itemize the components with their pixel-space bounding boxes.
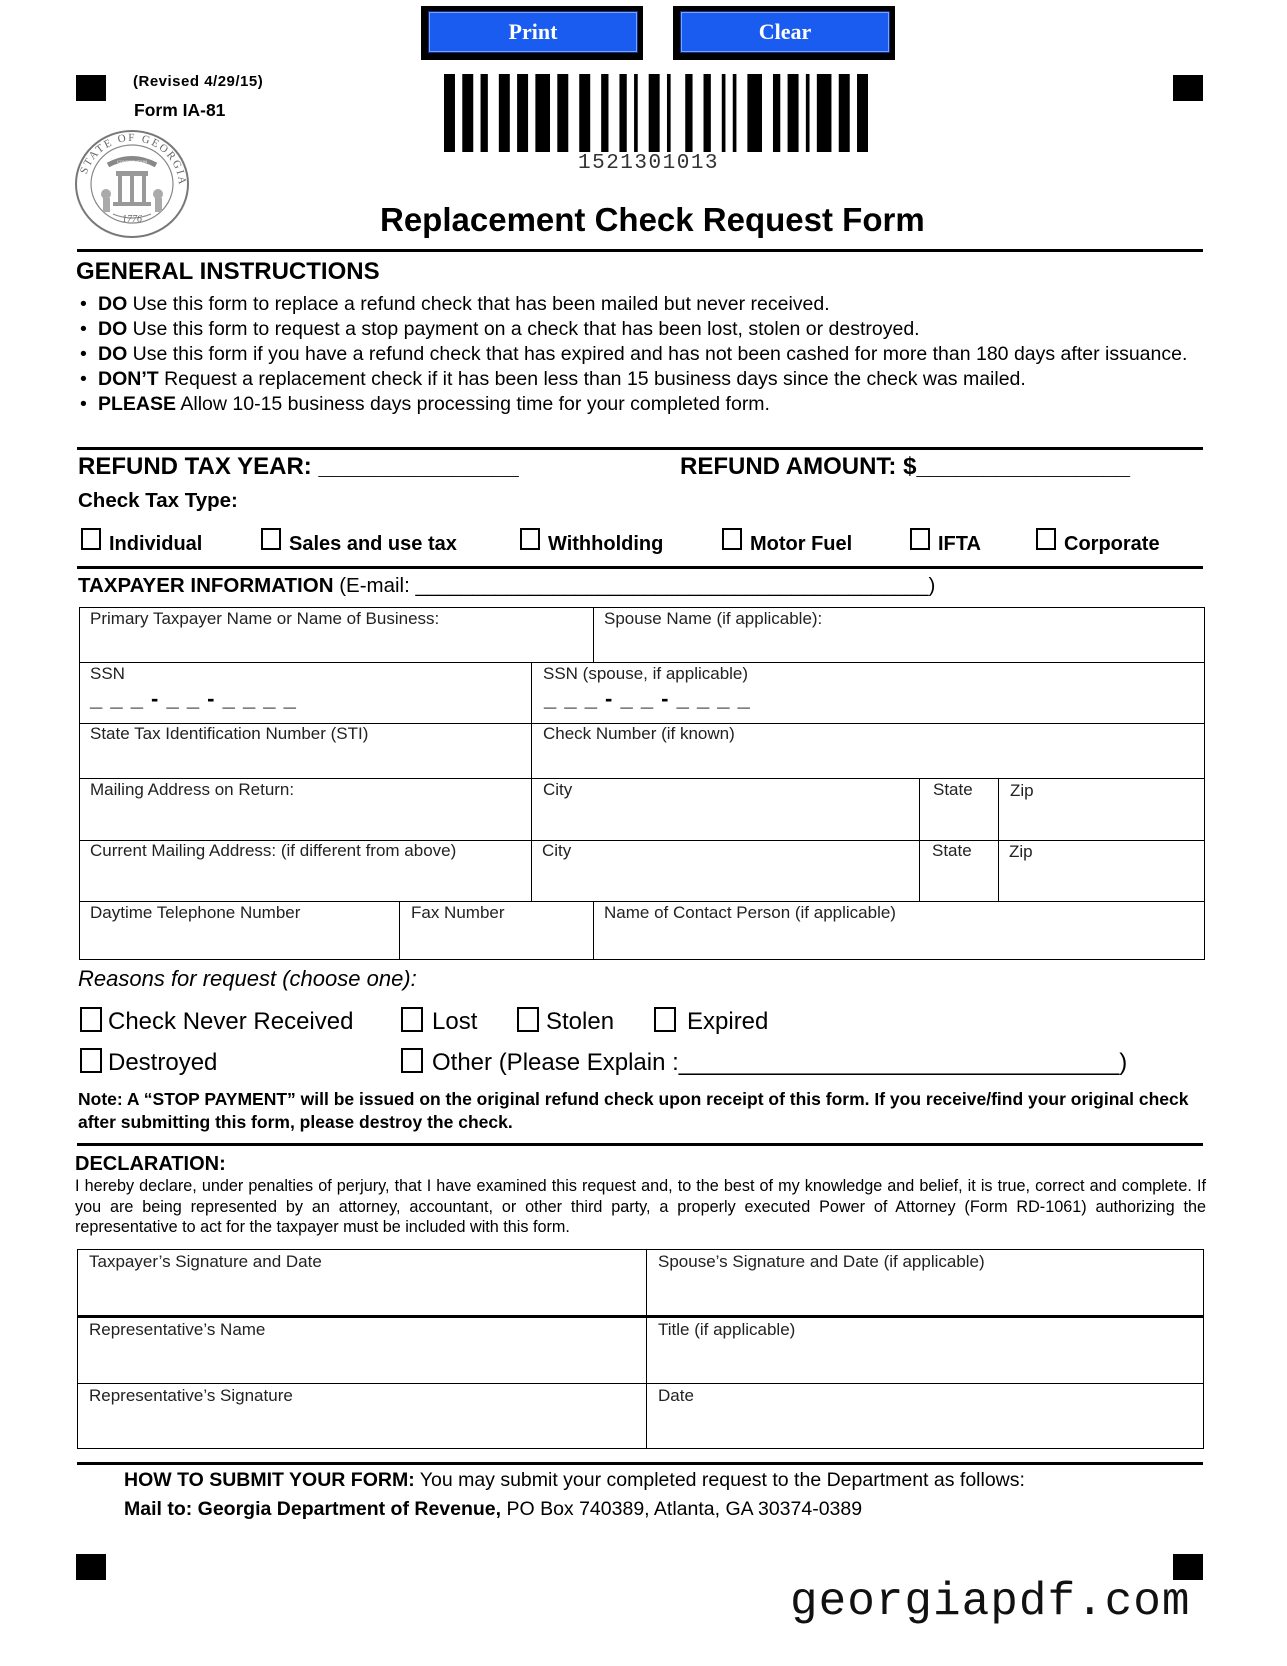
barcode-bar <box>788 74 799 152</box>
instruction-item: • DO Use this form if you have a refund check that has expired and has not been cashed for more than 180 days after issuance. <box>80 342 1200 367</box>
declaration-text: I hereby declare, under penalties of perjury, that I have examined this request and, to the best of my knowledge and belief, it is true, correct and complete. If you are being represented by an attorney, accountant, or other third party, a properly executed Power of Attorney (Form RD-1061) authorizing the representative to act for the taxpayer must be included with this form. <box>75 1177 1206 1236</box>
representative-name-field[interactable]: Representative’s Name <box>89 1320 266 1339</box>
current-city-field[interactable]: City <box>542 841 572 860</box>
checkbox-destroyed[interactable] <box>80 1048 102 1073</box>
checkbox-corporate[interactable] <box>1036 528 1056 550</box>
reasons-heading: Reasons for request (choose one): <box>78 966 417 991</box>
barcode-bar <box>601 74 608 152</box>
spouse-signature-field[interactable]: Spouse’s Signature and Date (if applicable) <box>658 1252 985 1271</box>
title-field[interactable]: Title (if applicable) <box>658 1320 796 1339</box>
seal-band-text: CONSTITUTION <box>117 159 147 164</box>
grid-row-line <box>77 1315 1204 1318</box>
grid-row-line <box>77 1383 1204 1384</box>
barcode-bar <box>817 74 832 152</box>
barcode-bar <box>649 74 660 152</box>
barcode-bar <box>733 74 737 152</box>
barcode-bar <box>839 74 850 152</box>
current-state-field[interactable]: State <box>932 841 972 860</box>
tax-type-label-withholding: Withholding <box>548 533 664 555</box>
barcode-bar <box>773 74 780 152</box>
mail-to-address: Mail to: Georgia Department of Revenue, PO Box 740389, Atlanta, GA 30374-0389 <box>124 1498 863 1520</box>
barcode-bar <box>722 74 726 152</box>
barcode-bar <box>619 74 626 152</box>
check-tax-type-label: Check Tax Type: <box>78 489 238 512</box>
tax-type-label-sales: Sales and use tax <box>289 533 457 555</box>
clear-button-label: Clear <box>680 11 890 53</box>
clear-button[interactable] <box>673 6 895 60</box>
grid-row-line <box>79 901 1205 902</box>
barcode-bar <box>517 74 528 152</box>
tax-type-label-corporate: Corporate <box>1064 533 1160 555</box>
grid-col-line <box>593 607 594 662</box>
instruction-item: • DO Use this form to request a stop payment on a check that has been lost, stolen or destroyed. <box>80 317 1200 342</box>
reason-label-lost: Lost <box>432 1008 478 1035</box>
reason-label-expired: Expired <box>687 1008 769 1035</box>
barcode-bar <box>857 74 868 152</box>
barcode-bar <box>535 74 550 152</box>
date-field[interactable]: Date <box>658 1386 694 1405</box>
grid-col-line <box>531 662 532 901</box>
grid-row-line <box>79 662 1205 663</box>
grid-col-line <box>593 901 594 960</box>
grid-col-line <box>998 778 999 901</box>
email-field[interactable]: (E-mail: _____________________________________________) <box>333 574 936 597</box>
registration-mark-top-left <box>76 75 106 101</box>
refund-tax-year-field[interactable]: REFUND TAX YEAR: _______________ <box>78 453 519 480</box>
instructions-divider <box>77 447 1203 450</box>
reason-label-never-received: Check Never Received <box>108 1008 354 1035</box>
current-address-field[interactable]: Current Mailing Address: (if different from above) <box>90 841 457 860</box>
reason-label-stolen: Stolen <box>546 1008 615 1035</box>
registration-mark-top-right <box>1173 75 1203 101</box>
instructions-heading: GENERAL INSTRUCTIONS <box>76 258 380 285</box>
ssn-spouse-field[interactable]: _ _ _ - _ _ - _ _ _ _ <box>544 686 751 711</box>
barcode-bar <box>806 74 810 152</box>
checkbox-lost[interactable] <box>401 1007 423 1032</box>
declaration-divider <box>77 1143 1203 1146</box>
zip-field[interactable]: Zip <box>1010 781 1034 800</box>
barcode-bar <box>579 74 590 152</box>
georgia-state-seal-icon <box>73 128 191 240</box>
checkbox-individual[interactable] <box>81 528 101 550</box>
primary-name-field[interactable]: Primary Taxpayer Name or Name of Business: <box>90 609 440 628</box>
instruction-item: • PLEASE Allow 10-15 business days processing time for your completed form. <box>80 392 1200 417</box>
signature-grid <box>77 1249 1204 1449</box>
barcode-bar <box>667 74 671 152</box>
taxpayer-signature-field[interactable]: Taxpayer’s Signature and Date <box>89 1252 322 1271</box>
checkbox-other[interactable] <box>401 1048 423 1073</box>
checkbox-expired[interactable] <box>654 1007 676 1032</box>
city-field[interactable]: City <box>543 780 573 799</box>
page-title: Replacement Check Request Form <box>380 201 925 238</box>
grid-col-line <box>399 901 400 960</box>
spouse-name-field[interactable]: Spouse Name (if applicable): <box>604 609 823 628</box>
refund-amount-field[interactable]: REFUND AMOUNT: $________________ <box>680 453 1130 480</box>
tax-type-label-ifta: IFTA <box>938 533 981 555</box>
grid-col-line <box>919 778 920 901</box>
grid-col-line <box>646 1249 647 1449</box>
form-id: Form IA-81 <box>134 100 226 120</box>
title-divider <box>77 249 1203 252</box>
registration-mark-bottom-left <box>76 1554 106 1580</box>
checkbox-check-never-received[interactable] <box>80 1007 102 1032</box>
sti-field[interactable]: State Tax Identification Number (STI) <box>90 724 369 743</box>
checkbox-sales-and-use-tax[interactable] <box>261 528 281 550</box>
submit-divider <box>77 1462 1203 1465</box>
barcode-bar <box>444 74 455 152</box>
barcode <box>444 74 868 152</box>
submit-instructions: HOW TO SUBMIT YOUR FORM: You may submit your completed request to the Department as follows: <box>124 1469 1025 1491</box>
taxpayer-info-heading: TAXPAYER INFORMATION (E-mail: _____________________________________________) <box>78 574 936 597</box>
seal-text: STATE OF GEORGIA <box>77 131 189 187</box>
instruction-item: • DON’T Request a replacement check if it has been less than 15 business days since the check was mailed. <box>80 367 1200 392</box>
current-zip-field[interactable]: Zip <box>1009 842 1033 861</box>
print-button-label: Print <box>428 11 638 53</box>
watermark-text: georgiapdf.com <box>790 1576 1191 1628</box>
print-button[interactable] <box>421 6 643 60</box>
barcode-bar <box>557 74 568 152</box>
state-field[interactable]: State <box>933 780 973 799</box>
representative-signature-field[interactable]: Representative’s Signature <box>89 1386 293 1405</box>
ssn-label: SSN <box>90 664 125 683</box>
tax-type-label-individual: Individual <box>109 533 203 555</box>
contact-person-field[interactable]: Name of Contact Person (if applicable) <box>604 903 896 922</box>
instruction-item: • DO Use this form to replace a refund check that has been mailed but never received. <box>80 292 1200 317</box>
grid-row-line <box>79 778 1205 779</box>
ssn-field[interactable]: _ _ _ - _ _ - _ _ _ _ <box>90 686 297 711</box>
checkbox-withholding[interactable] <box>520 528 540 550</box>
barcode-bar <box>747 74 762 152</box>
barcode-bar <box>634 74 638 152</box>
checkbox-stolen[interactable] <box>517 1007 539 1032</box>
barcode-bar <box>499 74 510 152</box>
barcode-bar <box>704 74 711 152</box>
tax-type-label-motor-fuel: Motor Fuel <box>750 533 853 555</box>
reason-label-destroyed: Destroyed <box>108 1049 218 1076</box>
instructions-list <box>80 292 1200 417</box>
stop-payment-note: Note: A “STOP PAYMENT” will be issued on the original refund check upon receipt of this form. If you receive/find your original check after submitting this form, please destroy the check. <box>78 1089 1189 1132</box>
barcode-number: 1521301013 <box>578 152 720 175</box>
phone-field[interactable]: Daytime Telephone Number <box>90 903 301 922</box>
declaration-heading: DECLARATION: <box>75 1153 226 1175</box>
barcode-bar <box>462 74 473 152</box>
tax-type-divider <box>77 566 1203 569</box>
revised-date: (Revised 4/29/15) <box>133 73 264 90</box>
ssn-spouse-label: SSN (spouse, if applicable) <box>543 664 749 683</box>
check-number-field[interactable]: Check Number (if known) <box>543 724 735 743</box>
checkbox-motor-fuel[interactable] <box>722 528 742 550</box>
barcode-bar <box>685 74 692 152</box>
mailing-address-field[interactable]: Mailing Address on Return: <box>90 780 295 799</box>
checkbox-ifta[interactable] <box>910 528 930 550</box>
fax-field[interactable]: Fax Number <box>411 903 505 922</box>
other-explain-field[interactable]: Other (Please Explain :_________________________________) <box>432 1049 1128 1076</box>
barcode-bar <box>481 74 488 152</box>
seal-year: 1776 <box>122 214 142 225</box>
